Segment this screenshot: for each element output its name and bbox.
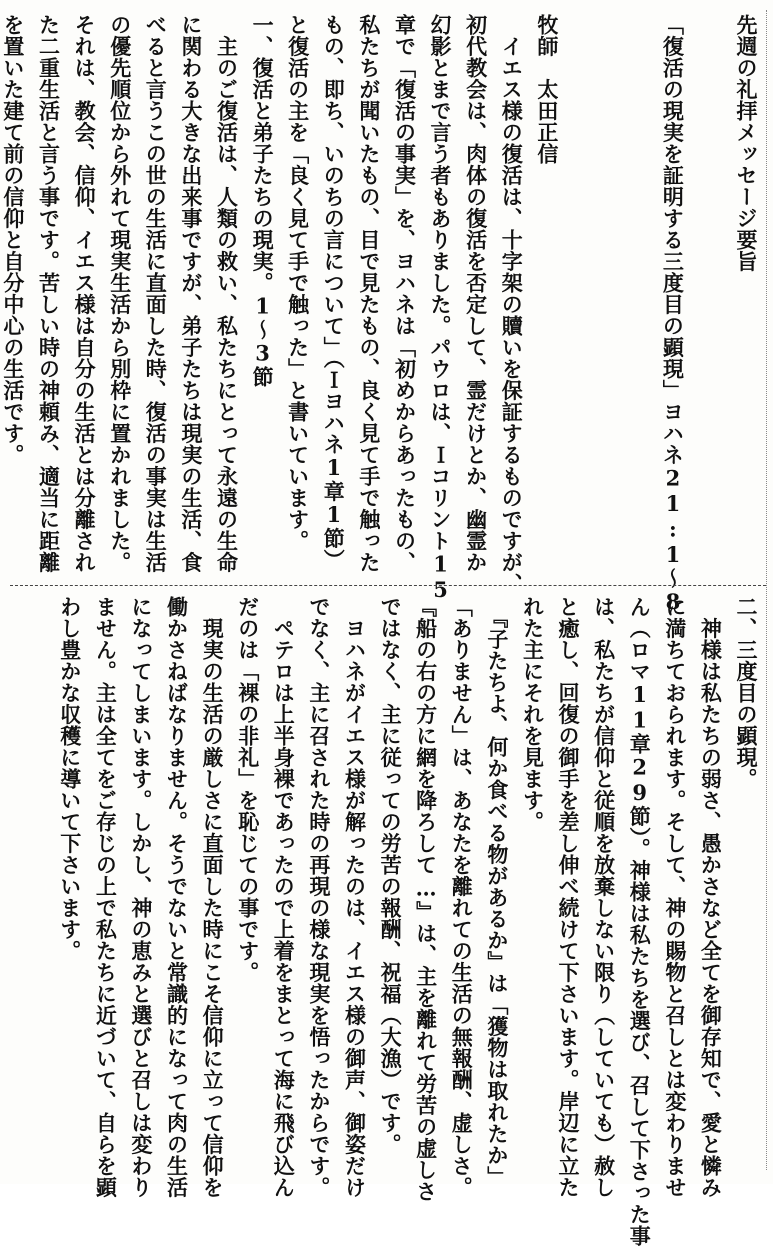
body-line: だのは「裸の非礼」を恥じての事です。 <box>235 596 261 983</box>
body-line: もの、即ち、いのちの言について」（Ｉヨハネ1章1節） <box>321 14 347 571</box>
body-line: 『船の右の方に網を降ろして…』は、主を離れて労苦の虚しさ <box>413 596 439 1202</box>
bottom-section <box>12 596 764 1247</box>
body-line: 幻影とまで言う者もありました。パウロは、Ｉコリント15 <box>428 14 454 603</box>
body-line: それは、教会、信仰、イエス様は自分の生活とは分離され <box>72 14 98 573</box>
title-line <box>655 14 729 615</box>
body-line: ヨハネがイエス様が解ったのは、イエス様の御声、御姿だけ <box>342 596 368 1198</box>
body-line: 働かさねばなりません。そうでないと常識的になって肉の生活 <box>164 596 190 1198</box>
body-line: れた主にそれを見ます。 <box>520 596 546 833</box>
body-line: の優先順位から外れて現実生活から別枠に置かれました。 <box>107 14 133 573</box>
sermon-title: 「復活の現実を証明する三度目の顕現」 <box>660 14 686 401</box>
body-line: 私たちが聞いたもの、目で見たもの、良く見て手で触った <box>356 14 382 573</box>
body-line: 神様は私たちの弱さ、愚かさなど全てを御存知で、愛と憐み <box>698 596 724 1198</box>
scripture-reference: ヨハネ21:1～8 <box>660 401 686 615</box>
header-line <box>728 14 764 574</box>
section-heading: 二、三度目の顕現。 <box>734 596 759 790</box>
body-line: 初代教会は、肉体の復活を否定して、霊だけとか、幽霊か <box>463 14 489 573</box>
body-line: ません。主は全てをご存じの上で私たちに近づいて、自らを顕 <box>93 596 119 1198</box>
body-line: わし豊かな収穫に導いて下さいます。 <box>57 596 83 962</box>
body-line: 『子たちよ、何か食べる物があるか』は「獲物は取れたか」 <box>484 596 510 1188</box>
top-section <box>0 14 764 615</box>
section-divider <box>10 585 766 586</box>
body-line: に関わる大きな出来事ですが、弟子たちは現実の生活、食 <box>178 14 204 573</box>
author-line <box>529 14 655 574</box>
body-line: た二重生活と言う事です。苦しい時の神頼み、適当に距離 <box>36 14 62 573</box>
body-line: 「ありません」は、あなたを離れての生活の無報酬、虚しさ。 <box>449 596 475 1198</box>
section-header: 先週の礼拝メッセージ要旨 <box>734 14 759 272</box>
body-line: ペテロは上半身裸であったので上着をまとって海に飛び込ん <box>271 596 297 1198</box>
body-line: と癒し、回復の御手を差し伸べ続けて下さいます。岸辺に立た <box>556 596 582 1198</box>
body-line: ん（ロマ11章29節）。神様は私たちを選び、召して下さった事 <box>627 596 653 1247</box>
body-line: 現実の生活の厳しさに直面した時にこそ信仰に立って信仰を <box>200 596 226 1198</box>
body-line: に満ちておられます。そして、神の賜物と召しとは変わりませ <box>662 596 688 1198</box>
body-line: と復活の主を「良く見て手で触った」と書いています。 <box>285 14 311 552</box>
body-line: は、私たちが信仰と従順を放棄しない限り（していても）赦し <box>591 596 617 1198</box>
pastor-name: 牧師 太田正信 <box>534 14 560 165</box>
body-line: イエス様の復活は、十字架の贖いを保証するものですが、 <box>499 14 525 595</box>
body-line: になってしまいます。しかし、神の恵みと選びと召しは変わり <box>128 596 154 1198</box>
body-line: でなく、主に召された時の再現の様な現実を悟ったからです。 <box>306 596 332 1198</box>
body-line: べると言うこの世の生活に直面した時、復活の事実は生活 <box>143 14 169 573</box>
body-line: を置いた建て前の信仰と自分中心の生活です。 <box>0 14 26 466</box>
body-line: 章で「復活の事実」を、ヨハネは「初めからあったもの、 <box>392 14 418 573</box>
body-line: ではなく、主に従っての労苦の報酬、祝福（大漁）です。 <box>378 596 404 1155</box>
section-heading: 一、復活と弟子たちの現実。1～3節 <box>250 14 276 388</box>
margin-rule <box>766 10 767 1170</box>
body-line: 主のご復活は、人類の救い、私たちにとって永遠の生命 <box>214 14 240 573</box>
